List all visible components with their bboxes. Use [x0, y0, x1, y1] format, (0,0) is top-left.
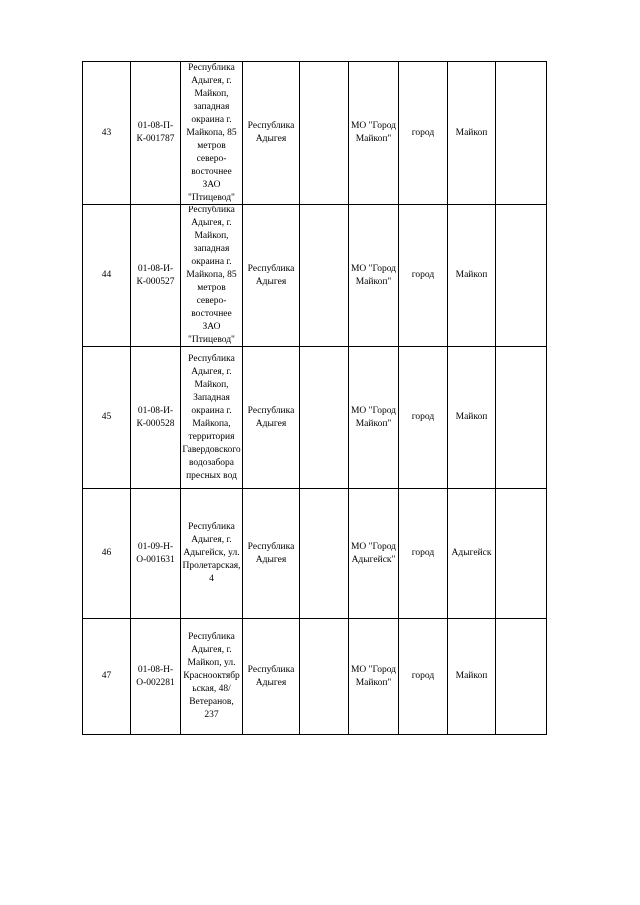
empty-cell-last-cell	[496, 489, 547, 619]
table-row	[83, 347, 547, 489]
empty-cell-last-cell	[496, 619, 547, 735]
municipality: МО "Город Майкоп"	[350, 664, 397, 688]
municipality: МО "Город Майкоп"	[350, 405, 397, 429]
settlement-name: Майкоп	[455, 127, 488, 138]
row-number: 47	[101, 671, 112, 681]
region-name-cell	[243, 62, 300, 205]
row-number: 46	[101, 548, 112, 558]
settlement-type-cell	[399, 62, 448, 205]
empty-cell-cell	[300, 347, 349, 489]
settlement-name: Майкоп	[455, 671, 488, 681]
object-address: Республика Адыгея, г. Майкоп, западная окраина г. Майкопа, 85 метров северо-восточнее ЗАО "Птицевод"	[186, 205, 237, 345]
object-address-cell	[181, 619, 243, 735]
object-address: Республика Адыгея, г. Майкоп, ул. Краснооктябрьская, 48/Ветеранов, 237	[183, 632, 240, 720]
region-name: Республика Адыгея	[247, 121, 295, 144]
object-code-cell	[131, 619, 181, 735]
settlement-name-cell	[448, 205, 496, 347]
object-code-cell	[131, 347, 181, 489]
settlement-name-cell	[448, 347, 496, 489]
row-number: 43	[101, 127, 112, 138]
settlement-type-cell	[399, 347, 448, 489]
object-address-cell	[181, 205, 243, 347]
object-address: Республика Адыгея, г. Майкоп, западная окраина г. Майкопа, 85 метров северо-восточнее ЗАО "Птицевод"	[186, 62, 237, 203]
registry-table	[82, 61, 547, 735]
object-code: 01-08-Н-О-002281	[136, 664, 175, 688]
object-address-cell	[181, 489, 243, 619]
settlement-name: Майкоп	[455, 412, 488, 422]
object-code-cell	[131, 489, 181, 619]
row-number: 44	[101, 270, 112, 280]
region-name-cell	[243, 347, 300, 489]
settlement-name-cell	[448, 619, 496, 735]
object-code: 01-08-П-К-001787	[136, 121, 175, 144]
region-name-cell	[243, 205, 300, 347]
municipality: МО "Город Майкоп"	[350, 263, 397, 287]
municipality-cell	[349, 619, 399, 735]
settlement-type-cell	[399, 619, 448, 735]
municipality: МО "Город Адыгейск"	[350, 541, 397, 565]
empty-cell-cell	[300, 62, 349, 205]
object-code-cell	[131, 62, 181, 205]
object-code: 01-08-И-К-000528	[136, 405, 175, 429]
row-number-cell	[83, 347, 131, 489]
empty-cell-last-cell	[496, 62, 547, 205]
object-address-cell	[181, 62, 243, 205]
region-name: Республика Адыгея	[247, 263, 295, 287]
settlement-type: город	[411, 412, 435, 422]
municipality: МО "Город Майкоп"	[350, 121, 397, 144]
object-code: 01-08-И-К-000527	[136, 263, 175, 287]
row-number-cell	[83, 62, 131, 205]
settlement-name-cell	[448, 489, 496, 619]
row-number-cell	[83, 619, 131, 735]
object-address-cell	[181, 347, 243, 489]
row-number: 45	[101, 412, 112, 422]
object-address: Республика Адыгея, г. Майкоп, Западная окраина г. Майкопа, территория Гавердовского водозабора пресных вод	[182, 353, 241, 481]
settlement-name: Адыгейск	[451, 548, 492, 558]
empty-cell-last-cell	[496, 347, 547, 489]
settlement-type: город	[411, 270, 435, 280]
region-name-cell	[243, 619, 300, 735]
region-name: Республика Адыгея	[247, 405, 295, 429]
object-code-cell	[131, 205, 181, 347]
empty-cell-cell	[300, 205, 349, 347]
empty-cell-cell	[300, 489, 349, 619]
settlement-type: город	[411, 127, 435, 138]
table-row	[83, 489, 547, 619]
object-code: 01-09-Н-О-001631	[136, 541, 175, 565]
region-name: Республика Адыгея	[247, 541, 295, 565]
region-name-cell	[243, 489, 300, 619]
settlement-type-cell	[399, 489, 448, 619]
row-number-cell	[83, 489, 131, 619]
registry-table-body	[83, 62, 547, 735]
settlement-type: город	[411, 671, 435, 681]
empty-cell-last-cell	[496, 205, 547, 347]
settlement-type-cell	[399, 205, 448, 347]
municipality-cell	[349, 62, 399, 205]
object-address: Республика Адыгея, г. Адыгейск, ул. Пролетарская, 4	[182, 522, 241, 584]
settlement-name-cell	[448, 62, 496, 205]
settlement-type: город	[411, 548, 435, 558]
municipality-cell	[349, 347, 399, 489]
region-name: Республика Адыгея	[247, 664, 295, 688]
row-number-cell	[83, 205, 131, 347]
empty-cell-cell	[300, 619, 349, 735]
table-row	[83, 619, 547, 735]
table-row	[83, 205, 547, 347]
settlement-name: Майкоп	[455, 270, 488, 280]
municipality-cell	[349, 205, 399, 347]
table-row	[83, 62, 547, 205]
municipality-cell	[349, 489, 399, 619]
